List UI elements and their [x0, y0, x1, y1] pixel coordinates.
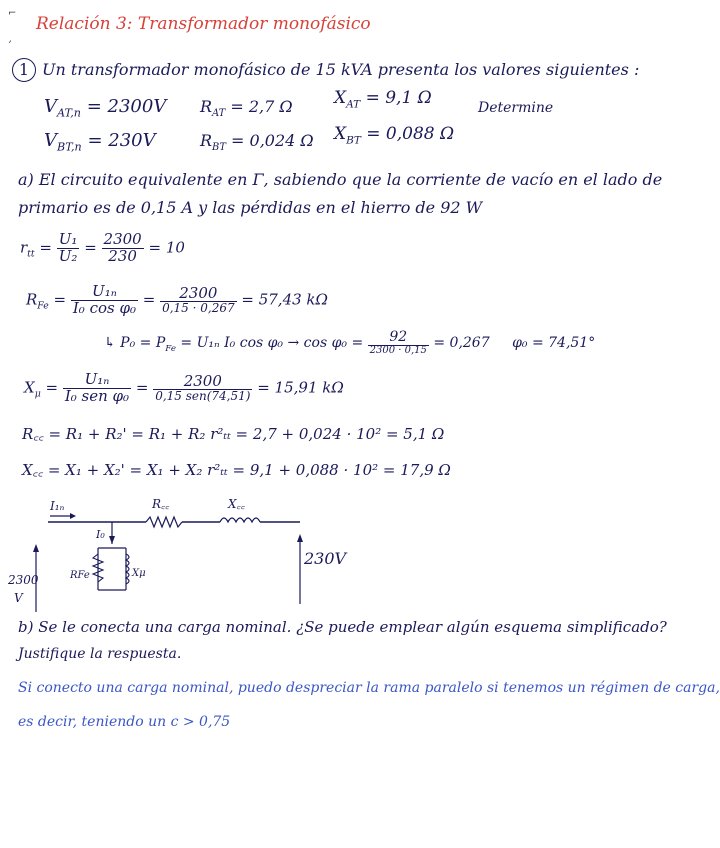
label-rfe: RFe	[70, 570, 90, 581]
part-a-line-1: a) El circuito equivalente en Γ, sabiendo que la corriente de vacío en el lado de	[18, 170, 663, 189]
equation-xcc: X꜀꜀ = X₁ + X₂' = X₁ + X₂ r²ₜₜ = 9,1 + 0,088 · 10² = 17,9 Ω	[22, 461, 451, 479]
equation-rtt: $r_{tt}$ = $\frac{\text{U₁}}{\text{U₂}}$ = $\frac{2300}{230}$ = 10	[20, 230, 185, 265]
equation-p0: ↳ $P_0 = P_{Fe} = U_{1n}$ I₀ cos φ₀ → cos φ₀ = $\frac{92}{2300 \cdot 0,15}$ = 0,267 φ₀ = 74,51°	[104, 329, 596, 356]
part-b-question-2: Justifique la respuesta.	[18, 646, 182, 662]
equivalent-circuit	[0, 492, 347, 622]
statement-text: Un transformador monofásico de 15 kVA presenta los valores siguientes :	[42, 60, 640, 79]
part-b-answer-2: es decir, teniendo un c > 0,75	[18, 714, 231, 730]
value-xbt: $X_{BT} = 0,088$ Ω	[334, 124, 455, 147]
label-v-right: 230V	[304, 549, 347, 568]
value-vat: $V_{AT,n} = 2300V$	[44, 96, 167, 120]
equation-xmu: $X_\mu$ = $\frac{\text{U₁ₙ}}{\text{I₀ sen φ₀}}$ = $\frac{2300}{\text{0,15 sen(74,51)}}$ = 15,91 kΩ	[24, 370, 344, 405]
xcc-inductor	[220, 518, 260, 522]
label-xcc: X꜀꜀	[228, 497, 245, 511]
problem-number: 1	[12, 58, 36, 82]
label-xmu: Xμ	[132, 568, 146, 579]
margin-mark: ⌐	[8, 8, 17, 19]
value-rat: $R_{AT} = 2,7$ Ω	[200, 97, 293, 120]
value-xat: $X_{AT} = 9,1$ Ω	[334, 88, 432, 111]
label-rcc: R꜀꜀	[152, 497, 170, 511]
phi-angle: φ₀ = 74,51°	[512, 335, 596, 352]
determine-label: Determine	[478, 100, 554, 116]
margin-mark: ʼ	[8, 40, 12, 51]
label-i0: I₀	[96, 528, 105, 541]
label-v-left: 2300	[8, 573, 39, 587]
equation-rcc: R꜀꜀ = R₁ + R₂' = R₁ + R₂ r²ₜₜ = 2,7 + 0,024 · 10² = 5,1 Ω	[22, 425, 445, 443]
label-v-left-unit: V	[14, 591, 23, 605]
part-a-line-2: primario es de 0,15 A y las pérdidas en el hierro de 92 W	[18, 198, 483, 217]
part-b-question-1: b) Se le conecta una carga nominal. ¿Se puede emplear algún esquema simplificado?	[18, 618, 667, 636]
label-i1n: I₁ₙ	[50, 499, 65, 513]
value-vbt: $V_{BT,n} = 230V$	[44, 130, 156, 154]
problem-statement	[12, 58, 639, 82]
rcc-resistor	[146, 517, 182, 527]
part-b-answer-1: Si conecto una carga nominal, puedo despreciar la rama paralelo si tenemos un régimen de carga,	[18, 680, 720, 696]
equation-rfe: $R_{Fe}$ = $\frac{\text{U₁ₙ}}{\text{I₀ cos φ₀}}$ = $\frac{2300}{0,15 \cdot 0,267}$ = 57,43 kΩ	[26, 282, 328, 317]
page-heading: Relación 3: Transformador monofásico	[36, 14, 371, 34]
value-rbt: $R_{BT} = 0,024$ Ω	[200, 131, 314, 154]
